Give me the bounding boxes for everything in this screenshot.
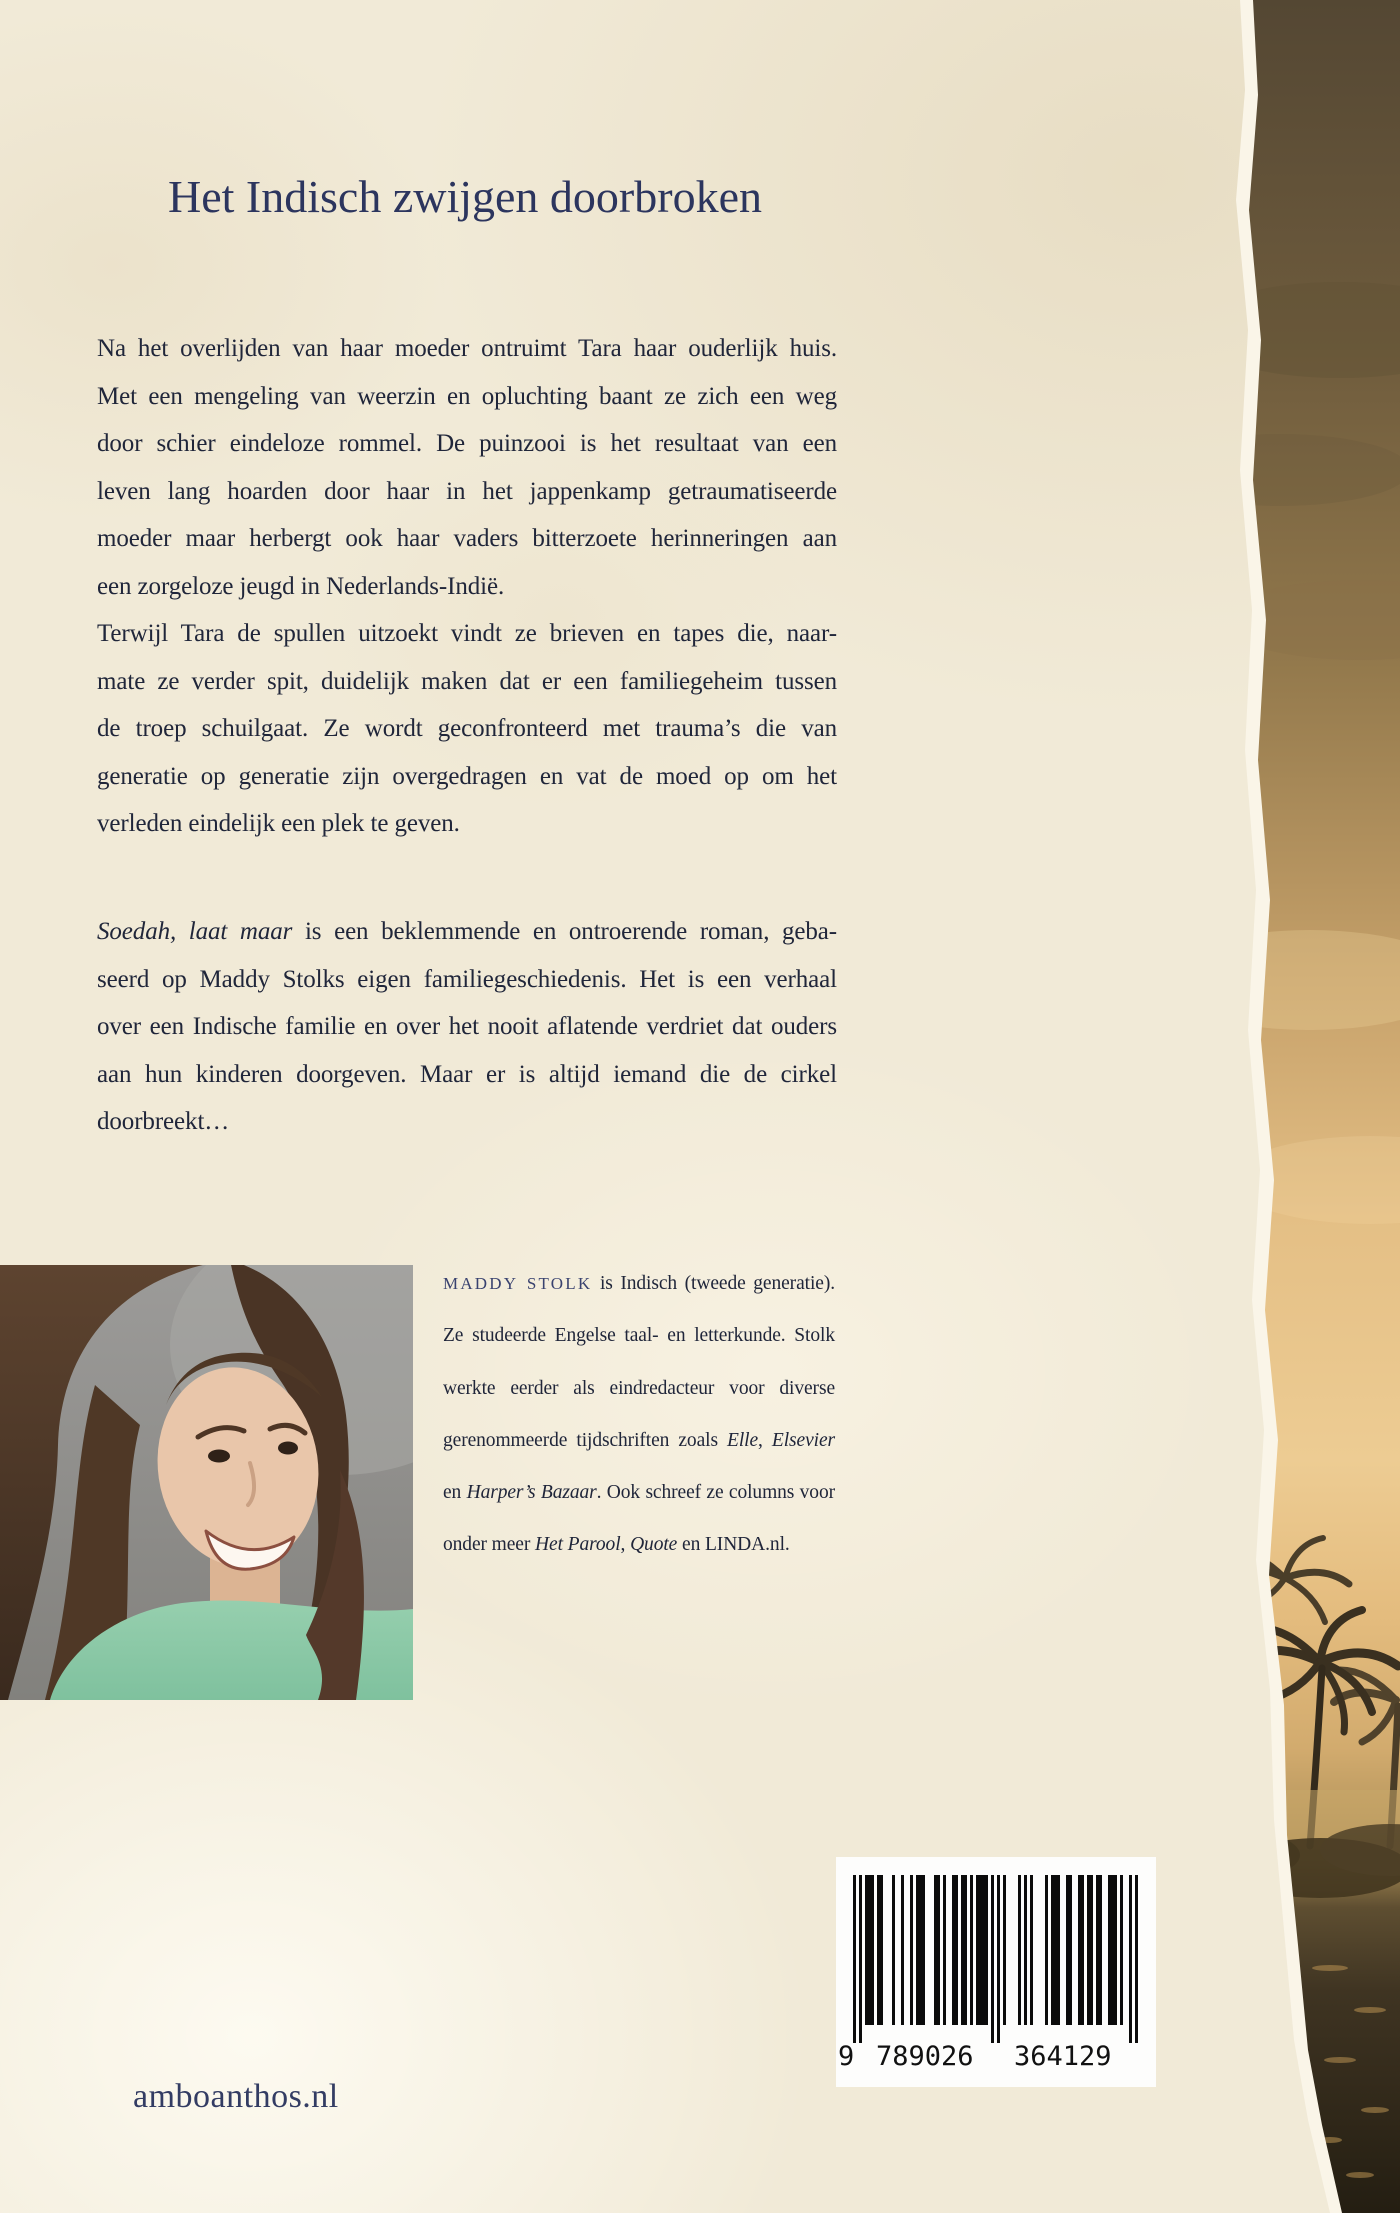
blurb-line: doorbreekt… (97, 1108, 230, 1135)
isbn-group-1: 789026 (876, 2041, 974, 2072)
bio-line (443, 1258, 835, 1310)
bio-text: en LINDA.nl. (677, 1534, 790, 1556)
author-name: MADDY STOLK (443, 1274, 593, 1293)
bio-text: gerenommeerde tijdschriften zoals (443, 1429, 728, 1451)
blurb-line: leven lang hoarden door haar in het jappenkamp getraumatiseerde (97, 477, 837, 505)
blurb-line-rest: is een beklemmende en ontroerende roman, geba- (292, 918, 837, 945)
bio-line (443, 1519, 835, 1571)
blurb-line: seerd op Maddy Stolks eigen familiegeschiedenis. Het is een verhaal (97, 965, 837, 993)
author-portrait (0, 1265, 413, 1700)
blurb-line: moeder maar herbergt ook haar vaders bitterzoete herinneringen aan (97, 525, 837, 552)
isbn-barcode (836, 1857, 1156, 2087)
torn-edge-region (1190, 0, 1400, 2213)
blurb-line (97, 908, 837, 956)
bio-text: is Indisch (tweede generatie). (592, 1273, 835, 1294)
bio-text: , (620, 1534, 631, 1556)
palm-beach-photo (1190, 0, 1400, 2213)
author-photo (0, 1265, 413, 1700)
bio-text: , (758, 1429, 772, 1451)
treeline (1190, 1790, 1400, 1898)
isbn-group-2: 364129 (1014, 2041, 1112, 2072)
isbn-lead-digit: 9 (838, 2041, 855, 2072)
blurb-paragraphs (97, 325, 837, 848)
blurb-line: over een Indische familie en over het nooit aflatende verdriet dat ouders (97, 1013, 837, 1040)
book-title-italic: Soedah, laat maar (97, 918, 293, 945)
book-description-paragraph (97, 908, 837, 1146)
bio-line: werkte eerder als eindredacteur voor diverse (443, 1377, 835, 1399)
magazine-title-italic: Elsevier (771, 1429, 835, 1451)
barcode-bars (836, 1857, 1156, 2087)
blurb-line: de troep schuilgaat. Ze wordt geconfronteerd met trauma’s die van (97, 715, 837, 742)
magazine-title-italic: Harper’s Bazaar (466, 1482, 597, 1504)
blurb-line: Terwijl Tara de spullen uitzoekt vindt ze brieven en tapes die, naar- (97, 620, 837, 647)
blurb-line: door schier eindeloze rommel. De puinzooi is het resultaat van een (97, 430, 837, 457)
tropical-photo-strip (1190, 0, 1400, 2213)
bio-text: en (443, 1482, 467, 1504)
bio-text: onder meer (443, 1534, 536, 1556)
bio-line (443, 1467, 835, 1519)
blurb-line: mate ze verder spit, duidelijk maken dat er een familiegeheim tussen (97, 667, 837, 695)
blurb-line: Na het overlijden van haar moeder ontruimt Tara haar ouderlijk huis. (97, 335, 837, 362)
publisher-url: amboanthos.nl (133, 2078, 339, 2115)
blurb-line: een zorgeloze jeugd in Nederlands-Indië. (97, 572, 505, 600)
blurb-line: verleden eindelijk een plek te geven. (97, 810, 460, 837)
cover-title: Het Indisch zwijgen doorbroken (167, 171, 762, 222)
bio-line: Ze studeerde Engelse taal- en letterkunde. Stolk (443, 1325, 835, 1347)
magazine-title-italic: Quote (630, 1534, 678, 1556)
bio-text: . Ook schreef ze columns voor (596, 1482, 836, 1504)
author-bio (443, 1258, 835, 1572)
blurb-line: aan hun kinderen doorgeven. Maar er is altijd iemand die de cirkel (97, 1060, 837, 1088)
blurb-line: generatie op generatie zijn overgedragen en vat de moed op om het (97, 762, 837, 790)
bio-line (443, 1415, 835, 1467)
magazine-title-italic: Het Parool (535, 1534, 621, 1556)
magazine-title-italic: Elle (727, 1429, 759, 1451)
blurb-line: Met een mengeling van weerzin en opluchting baant ze zich een weg (97, 382, 837, 410)
